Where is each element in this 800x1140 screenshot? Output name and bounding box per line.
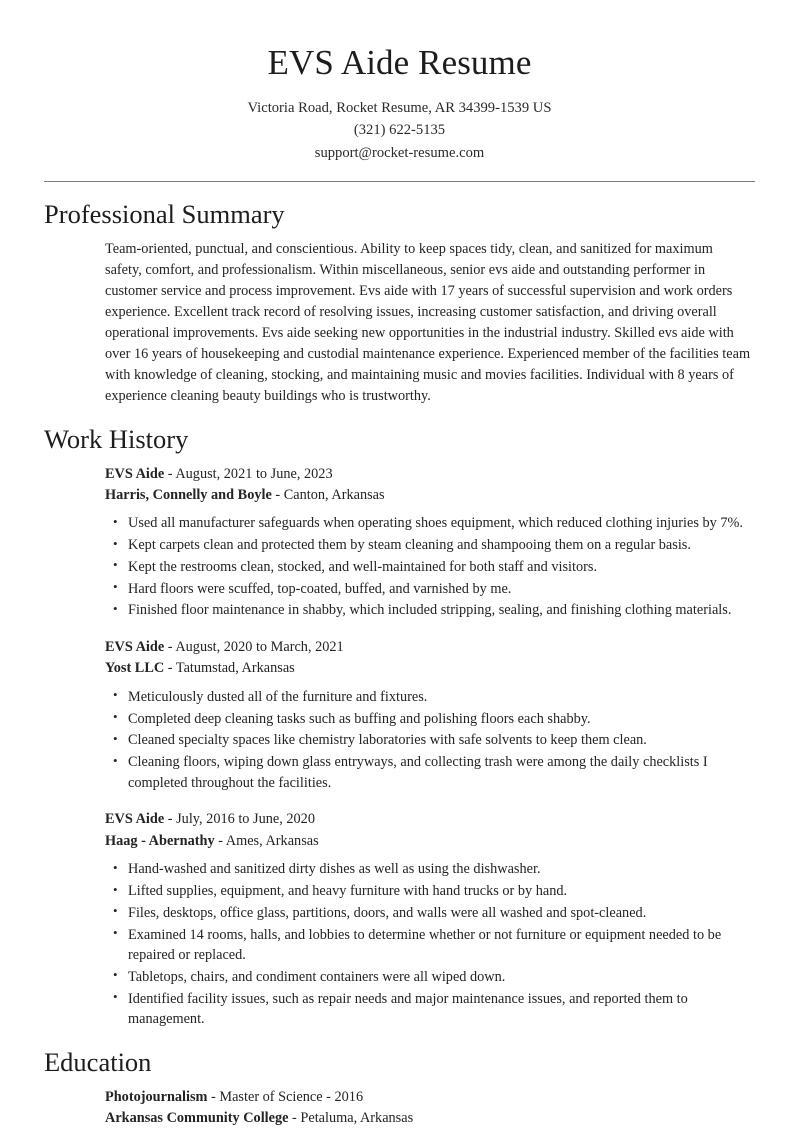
- job-title-line: [105, 809, 755, 830]
- job-bullet: • Cleaning floors, wiping down glass entryways, and collecting trash were among the daily checklists I completed throughout the facilities.: [105, 752, 755, 793]
- job-bullet: • Identified facility issues, such as repair needs and major maintenance issues, and reported them to management.: [105, 989, 755, 1030]
- education-location: - Petaluma, Arkansas: [288, 1110, 414, 1127]
- contact-info: [44, 97, 755, 164]
- section-education: [44, 1047, 755, 1130]
- job-bullet: • Files, desktops, office glass, partitions, doors, and walls were all washed and spot-cleaned.: [105, 903, 755, 924]
- job-company-line: [105, 831, 755, 852]
- job-company: Harris, Connelly and Boyle: [105, 486, 272, 503]
- job-title: EVS Aide: [105, 639, 165, 655]
- page-title: EVS Aide Resume: [267, 43, 532, 82]
- job-bullets: [105, 859, 755, 1030]
- job-entry: [105, 637, 755, 793]
- job-bullet: • Tabletops, chairs, and condiment containers were all wiped down.: [105, 967, 755, 988]
- job-bullet: • Lifted supplies, equipment, and heavy furniture with hand trucks or by hand.: [105, 881, 755, 902]
- section-heading-summary: Professional Summary: [44, 198, 285, 229]
- education-program-line: [105, 1087, 755, 1108]
- job-dates: - July, 2016 to June, 2020: [164, 811, 315, 828]
- job-bullet: • Completed deep cleaning tasks such as buffing and polishing floors each shabby.: [105, 709, 755, 730]
- job-location: - Ames, Arkansas: [214, 832, 319, 849]
- job-entry: [105, 809, 755, 1030]
- job-company: Haag - Abernathy: [105, 832, 215, 849]
- job-dates: - August, 2021 to June, 2023: [164, 465, 333, 482]
- education-degree: - Master of Science - 2016: [207, 1088, 364, 1105]
- job-title-line: [105, 637, 755, 658]
- job-title-line: [105, 464, 755, 485]
- education-body: [44, 1087, 755, 1130]
- section-professional-summary: [44, 199, 755, 407]
- job-bullet: • Examined 14 rooms, halls, and lobbies to determine whether or not furniture or equipment needed to be repaired or replaced.: [105, 925, 755, 966]
- work-history-body: [44, 464, 755, 1031]
- section-work-history: [44, 424, 755, 1030]
- contact-email: support@rocket-resume.com: [314, 144, 485, 161]
- job-bullet: • Kept the restrooms clean, stocked, and well-maintained for both staff and visitors.: [105, 557, 755, 578]
- education-program: Photojournalism: [105, 1088, 208, 1105]
- job-company-line: [105, 485, 755, 506]
- job-location: - Canton, Arkansas: [271, 486, 385, 503]
- education-entry: [105, 1087, 755, 1130]
- job-bullet: • Used all manufacturer safeguards when operating shoes equipment, which reduced clothing injuries by 7%.: [105, 513, 755, 534]
- header-divider: [44, 181, 755, 182]
- summary-paragraph: Team-oriented, punctual, and conscientious. Ability to keep spaces tidy, clean, and sanitized for maximum safety, comfort, and professionalism. Within miscellaneous, senior evs aide and outstanding performer in customer service and process improvement. Evs aide with 17 years of successful supervision and work orders experience. Excellent track record of resolving issues, increasing customer satisfaction, and driving overall operational improvements. Evs aide seeking new opportunities in the industrial industry. Skilled evs aide with over 16 years of housekeeping and custodial maintenance experience. Experienced member of the facilities team with knowledge of cleaning, stocking, and maintaining music and movies facilities. Individual with 8 years of experience cleaning beauty buildings who is trustworthy.: [105, 240, 751, 404]
- education-school-line: [105, 1108, 755, 1129]
- job-dates: - August, 2020 to March, 2021: [164, 639, 344, 655]
- job-title: EVS Aide: [105, 465, 165, 482]
- education-school: Arkansas Community College: [105, 1110, 289, 1127]
- job-bullets: [105, 513, 755, 621]
- job-bullet: • Meticulously dusted all of the furniture and fixtures.: [105, 687, 755, 708]
- job-title: EVS Aide: [105, 811, 165, 828]
- job-bullet: • Cleaned specialty spaces like chemistry laboratories with safe solvents to keep them clean.: [105, 730, 755, 751]
- job-bullet: • Kept carpets clean and protected them by steam cleaning and shampooing them on a regular basis.: [105, 535, 755, 556]
- contact-phone: (321) 622-5135: [353, 122, 446, 139]
- job-bullets: [105, 687, 755, 794]
- section-heading-education: Education: [44, 1047, 152, 1078]
- job-bullet: • Finished floor maintenance in shabby, which included stripping, sealing, and finishing clothing materials.: [105, 600, 755, 621]
- job-bullet: • Hand-washed and sanitized dirty dishes as well as using the dishwasher.: [105, 859, 755, 880]
- contact-address: Victoria Road, Rocket Resume, AR 34399-1539 US: [247, 100, 552, 117]
- job-bullet: • Hard floors were scuffed, top-coated, buffed, and varnished by me.: [105, 579, 755, 600]
- job-location: - Tatumstad, Arkansas: [164, 660, 295, 677]
- summary-body: [44, 239, 755, 407]
- job-entry: [105, 464, 755, 621]
- section-heading-work-history: Work History: [44, 423, 189, 454]
- job-company-line: [105, 658, 755, 679]
- job-company: Yost LLC: [105, 660, 165, 677]
